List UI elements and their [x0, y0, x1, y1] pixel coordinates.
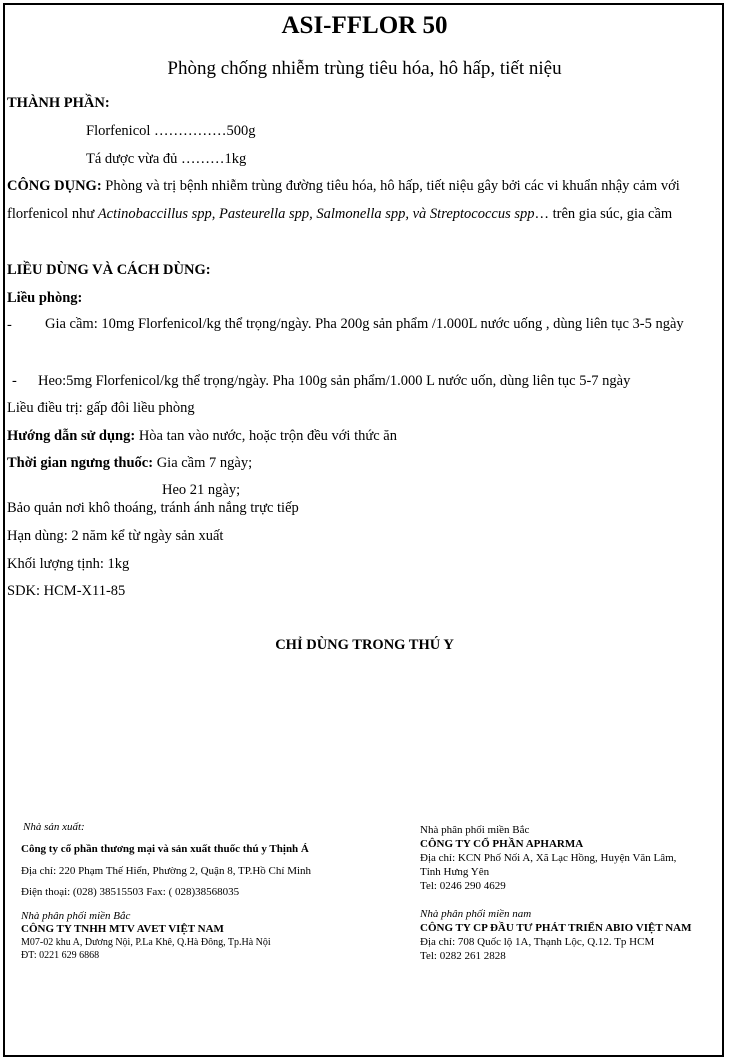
withdrawal-pig: Heo 21 ngày; [162, 482, 241, 498]
distributor-north-1-name: CÔNG TY TNHH MTV AVET VIỆT NAM [21, 923, 224, 935]
instructions-label: Hướng dẫn sử dụng: [7, 428, 136, 444]
manufacturer-name: Công ty cổ phần thương mại và sản xuất thuốc thú y Thịnh Á [21, 843, 309, 855]
instructions-line [7, 428, 397, 445]
composition-line-florfenicol: Florfenicol ……………500g [86, 123, 256, 139]
distributor-north-2-phone: Tel: 0246 290 4629 [420, 880, 506, 892]
product-subtitle: Phòng chống nhiễm trùng tiêu hóa, hô hấp, tiết niệu [167, 58, 562, 79]
withdrawal-line [7, 455, 252, 472]
usage-text-1: Phòng và trị bệnh nhiễm trùng đường tiêu hóa, hô hấp, tiết niệu gây bởi các vi khuẩn nhậy cảm với florfenicol như [7, 178, 680, 222]
distributor-north-2-label: Nhà phân phối miền Bắc [420, 824, 530, 836]
distributor-north-1-label: Nhà phân phối miền Bắc [21, 910, 131, 922]
distributor-north-2-address-2: Tỉnh Hưng Yên [420, 866, 490, 878]
poultry-dose: Gia cầm: 10mg Florfenicol/kg thể trọng/ngày. Pha 200g sản phẩm /1.000L nước uống , dùng liên tục 3-5 ngày [45, 316, 684, 332]
distributor-north-1-phone: ĐT: 0221 629 6868 [21, 950, 100, 961]
manufacturer-address: Địa chỉ: 220 Phạm Thế Hiển, Phường 2, Quận 8, TP.Hồ Chí Minh [21, 865, 312, 877]
manufacturer-phone: Điện thoại: (028) 38515503 Fax: ( 028)38568035 [21, 886, 240, 898]
composition-line-excipient: Tá dược vừa đủ ………1kg [86, 151, 247, 167]
pig-dose: Heo:5mg Florfenicol/kg thể trọng/ngày. Pha 100g sản phẩm/1.000 L nước uốn, dùng liên tục 5-7 ngày [38, 373, 631, 389]
instructions-text: Hòa tan vào nước, hoặc trộn đều với thức ăn [135, 428, 397, 444]
dosage-heading: LIỀU DÙNG VÀ CÁCH DÙNG: [7, 262, 211, 278]
distributor-north-2-address-1: Địa chỉ: KCN Phố Nối A, Xã Lạc Hồng, Huyện Văn Lâm, [420, 852, 677, 864]
usage-paragraph [7, 172, 721, 228]
poultry-dash: - [7, 317, 12, 333]
vet-only-notice: CHỈ DÙNG TRONG THÚ Y [275, 637, 454, 653]
distributor-south-phone: Tel: 0282 261 2828 [420, 950, 506, 962]
pig-dash: - [12, 373, 17, 389]
usage-species: Actinobaccillus spp, Pasteurella spp, Salmonella spp, và Streptococcus spp [97, 206, 535, 222]
distributor-south-address: Địa chỉ: 708 Quốc lộ 1A, Thạnh Lộc, Q.12. Tp HCM [420, 936, 655, 948]
product-title: ASI-FFLOR 50 [281, 12, 448, 39]
usage-heading: CÔNG DỤNG: [7, 178, 102, 194]
net-weight-line: Khối lượng tịnh: 1kg [7, 556, 130, 572]
treatment-dose: Liều điều trị: gấp đôi liều phòng [7, 400, 195, 416]
composition-heading: THÀNH PHẦN: [7, 95, 110, 111]
distributor-north-1-address: M07-02 khu A, Dương Nội, P.La Khê, Q.Hà Đông, Tp.Hà Nội [21, 937, 271, 948]
withdrawal-poultry: Gia cầm 7 ngày; [153, 455, 253, 471]
distributor-south-name: CÔNG TY CP ĐẦU TƯ PHÁT TRIỂN ABIO VIỆT NAM [420, 922, 692, 934]
distributor-south-label: Nhà phân phối miền nam [420, 908, 532, 920]
prevention-heading: Liều phòng: [7, 290, 83, 306]
storage-line: Bảo quản nơi khô thoáng, tránh ánh nắng trực tiếp [7, 500, 299, 516]
distributor-north-2-name: CÔNG TY CỔ PHẦN APHARMA [420, 838, 584, 850]
registration-line: SDK: HCM-X11-85 [7, 583, 126, 599]
manufacturer-label: Nhà sản xuất: [23, 821, 85, 833]
expiry-line: Hạn dùng: 2 năm kể từ ngày sản xuất [7, 528, 224, 544]
withdrawal-label: Thời gian ngưng thuốc: [7, 455, 154, 471]
usage-text-2: … trên gia súc, gia cầm [534, 206, 673, 222]
